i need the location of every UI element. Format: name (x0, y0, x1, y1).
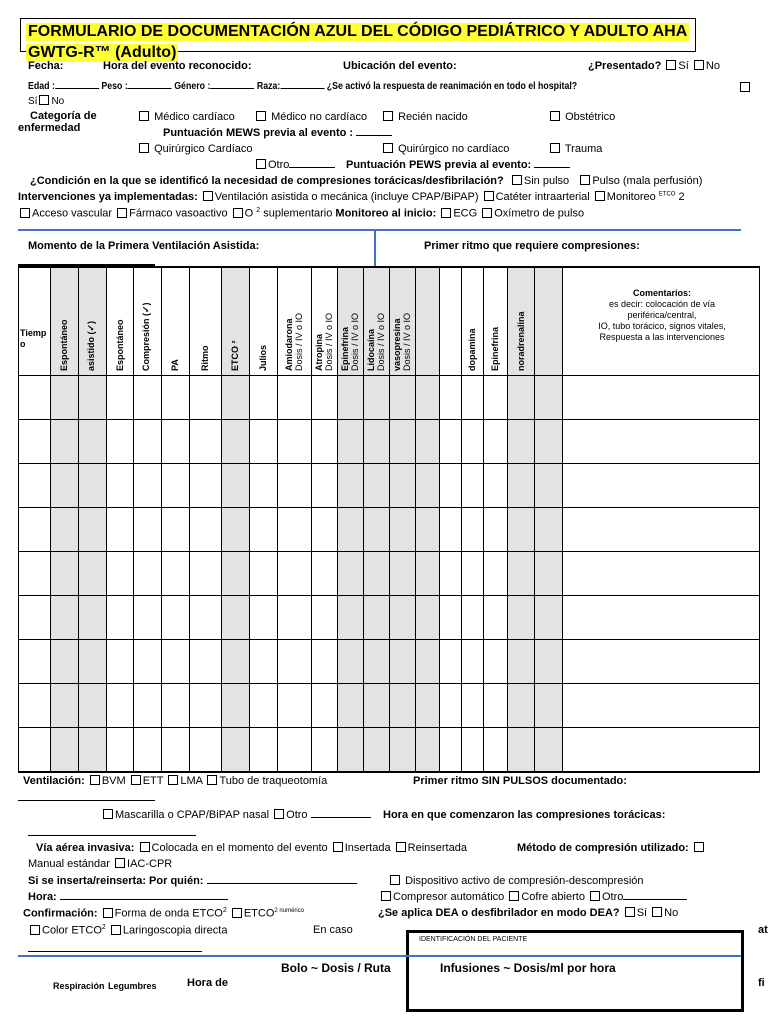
form-subtitle: GWTG-R™ (Adulto) (28, 44, 177, 61)
o2-checkbox[interactable] (233, 208, 243, 218)
presentado-group (588, 60, 720, 72)
column-header: dopamina (467, 328, 477, 371)
edad-label: Edad : (28, 81, 55, 92)
infusiones-label: Infusiones ~ Dosis/ml por hora (440, 961, 616, 975)
table-row (18, 463, 760, 464)
column-header: Dosis / IV o IO (294, 312, 304, 371)
table-column (461, 266, 483, 771)
ecg-checkbox[interactable] (441, 208, 451, 218)
comments-title: Comentarios: (632, 288, 691, 298)
otro-ventilacion-label: Otro (286, 809, 308, 821)
dispositivo-option[interactable] (388, 875, 644, 887)
presentado-si-checkbox[interactable] (666, 60, 676, 70)
medico-cardiaco-option[interactable] (137, 111, 235, 123)
lma-checkbox[interactable] (168, 775, 178, 785)
metodo-options (28, 858, 172, 870)
via-aerea-row (36, 842, 467, 854)
medico-no-cardiaco-checkbox[interactable] (256, 111, 266, 121)
dea-no-label: No (664, 907, 679, 919)
table-row (18, 551, 760, 552)
rule-2 (28, 835, 196, 836)
table-column (389, 266, 415, 771)
categoria-label-1: Categoría de (30, 110, 97, 122)
mews-label (163, 127, 392, 139)
medico-cardiaco-label: Médico cardíaco (154, 111, 235, 123)
o2-rest: suplementario (263, 207, 333, 220)
cofre-checkbox[interactable] (509, 891, 519, 901)
medico-no-cardiaco-label: Médico no cardíaco (271, 111, 368, 123)
confirmacion-label: Confirmación: (23, 907, 98, 920)
peso-label: Peso : (101, 81, 128, 92)
column-header: Espontáneo (114, 319, 125, 371)
medico-no-cardiaco-option[interactable] (254, 111, 367, 123)
ventilacion-label: Ventilación: (23, 775, 85, 787)
colocada-label: Colocada en el momento del evento (151, 842, 328, 854)
fi-text: fi (758, 977, 765, 989)
iac-checkbox[interactable] (115, 858, 125, 868)
ventilacion-asistida-label: Ventilación asistida o mecánica (incluye CPAP/BiPAP) (214, 191, 479, 203)
recien-nacido-option[interactable] (381, 111, 468, 123)
intervenciones-row-2 (18, 207, 584, 220)
column-header: vasopresina (392, 318, 402, 371)
hora-label (28, 891, 228, 903)
table-column (534, 266, 562, 771)
ett-label: ETT (142, 775, 164, 787)
insertada-label: Insertada (344, 842, 391, 854)
bvm-checkbox[interactable] (90, 775, 100, 785)
table-column (18, 266, 50, 771)
quirurgico-cardiaco-option[interactable] (137, 143, 253, 155)
hora-evento-label: Hora del evento reconocido: (103, 60, 252, 72)
pulso-label: Pulso (mala perfusión) (592, 175, 703, 187)
rule-3 (28, 951, 202, 952)
dea-si-label: Sí (636, 907, 648, 919)
quirurgico-no-cardiaco-label: Quirúrgico no cardíaco (398, 143, 510, 155)
column-header: Ritmo (200, 345, 210, 371)
monitoreo-etco-checkbox[interactable] (595, 191, 605, 201)
dea-label: ¿Se aplica DEA o desfibrilador en modo DEA? (378, 907, 620, 919)
otro-label: Otro (268, 159, 290, 171)
presentado-no-checkbox[interactable] (694, 60, 704, 70)
o2-sup: 2 (256, 207, 261, 214)
genero-label: Género : (174, 81, 211, 92)
column-header: Julios (258, 344, 268, 371)
table-row (18, 639, 760, 640)
cateter-label: Catéter intraarterial (495, 191, 590, 203)
cofre-label: Cofre abierto (521, 891, 585, 903)
demografia-row (28, 81, 577, 92)
table-column (106, 266, 133, 771)
dea-row (378, 907, 678, 919)
rule-1 (18, 800, 155, 801)
table-column (161, 266, 189, 771)
metodo-text: Método de compresión utilizado: (517, 842, 689, 854)
title-box (20, 18, 696, 61)
ventilacion-row (23, 775, 327, 787)
monitoreo-inicio-label: Monitoreo al inicio: (335, 207, 437, 220)
mascarilla-checkbox[interactable] (103, 809, 113, 819)
table-row (18, 507, 760, 508)
etco-sup: ETCO (658, 191, 676, 198)
reanimacion-label: ¿Se activó la respuesta de reanimación en todo el hospital? (326, 81, 578, 92)
column-header: Epinefrina (340, 326, 350, 371)
mascarilla-label: Mascarilla o CPAP/BiPAP nasal (115, 809, 270, 821)
color-etco-row: Color ETCO$^2$ Laringoscopia directa (28, 924, 227, 937)
intervenciones-row (18, 191, 685, 203)
lma-label: LMA (180, 775, 203, 787)
compresor-checkbox[interactable] (381, 891, 391, 901)
reinsertada-checkbox[interactable] (396, 842, 406, 852)
color-etco-label: Color ETCO (42, 924, 102, 937)
via-aerea-label: Vía aérea invasiva: (36, 842, 135, 854)
laringoscopia-label: Laringoscopia directa (122, 924, 228, 937)
table-column (50, 266, 78, 771)
legumbres-label: Legumbres (108, 981, 157, 991)
raza-label: Raza: (256, 81, 281, 92)
dispositivo-label: Dispositivo activo de compresión-descompresión (405, 875, 644, 887)
table-row (18, 683, 760, 684)
bvm-label: BVM (101, 775, 126, 787)
column-header: Espontáneo (59, 319, 69, 371)
pews-label (346, 159, 570, 171)
monitoreo-label: Monitoreo (606, 191, 656, 203)
hora-de-label: Hora de (187, 977, 228, 989)
acceso-vascular-checkbox[interactable] (20, 208, 30, 218)
metodo-label (517, 842, 706, 854)
forma-onda-checkbox[interactable] (103, 908, 113, 918)
table-column (277, 266, 311, 771)
quirurgico-cardiaco-checkbox[interactable] (139, 143, 149, 153)
obstetrico-option[interactable] (548, 111, 615, 123)
trauma-option[interactable] (548, 143, 602, 155)
table-column (189, 266, 221, 771)
por-quien-text: Si se inserta/reinserta: Por quién: (28, 875, 204, 887)
oximetro-label: Oxímetro de pulso (494, 207, 585, 220)
medico-cardiaco-checkbox[interactable] (139, 111, 149, 121)
numerico-sup: numérico (279, 908, 305, 914)
metodo-checkbox[interactable] (694, 842, 704, 852)
pulso-checkbox[interactable] (580, 175, 590, 185)
o2-label: O (244, 207, 254, 220)
recien-nacido-checkbox[interactable] (383, 111, 393, 121)
reanimacion-si-checkbox[interactable] (740, 82, 750, 92)
column-header: Dosis / IV o IO (324, 312, 334, 371)
tubo-checkbox[interactable] (207, 775, 217, 785)
pews-text: Puntuación PEWS previa al evento: (346, 159, 532, 171)
table-column (507, 266, 534, 771)
otro-checkbox[interactable] (256, 159, 266, 169)
primer-ritmo-label: Primer ritmo que requiere compresiones: (424, 240, 640, 252)
presentado-label: ¿Presentado? (588, 60, 662, 72)
otro-compresion-label: Otro (602, 891, 624, 903)
colocada-checkbox[interactable] (140, 842, 150, 852)
column-header: noradrenalina (515, 311, 526, 371)
at-text: at (758, 924, 768, 936)
comments-description: es decir: colocación de vía periférica/central, IO, tubo torácico, signos vitales, Respuesta a las intervenciones (598, 299, 726, 342)
reanimacion-si-label: Sí (28, 96, 38, 107)
iac-label: IAC-CPR (127, 858, 173, 870)
dea-no-checkbox[interactable] (652, 907, 662, 917)
quirurgico-cardiaco-label: Quirúrgico Cardíaco (154, 143, 253, 155)
respiracion-label: Respiración (53, 981, 105, 991)
manual-label: Manual estándar (28, 858, 110, 870)
otro-ventilacion-checkbox[interactable] (274, 809, 284, 819)
patient-id-label: IDENTIFICACIÓN DEL PACIENTE (419, 936, 528, 943)
recien-nacido-label: Recién nacido (398, 111, 468, 123)
table-column (133, 266, 161, 771)
sin-pulso-label: Sin pulso (523, 175, 570, 187)
forma-onda-label: Forma de onda ETCO (114, 907, 223, 920)
column-header: Atropina (314, 334, 324, 371)
etco-numerico-label: ETCO (243, 907, 275, 920)
laringoscopia-checkbox[interactable] (111, 925, 121, 935)
tubo-label: Tubo de traqueotomía (219, 775, 328, 787)
ecg-label: ECG (453, 207, 478, 220)
por-quien-label (28, 875, 357, 887)
table-column (311, 266, 337, 771)
column-header: Lidocaína (366, 328, 376, 371)
trauma-checkbox[interactable] (550, 143, 560, 153)
intervenciones-label: Intervenciones ya implementadas: (18, 191, 198, 203)
table-column (415, 266, 439, 771)
dispositivo-checkbox[interactable] (390, 875, 400, 885)
condicion-pregunta: ¿Condición en la que se identificó la necesidad de compresiones torácicas/desfibrilación? (30, 175, 504, 187)
table-row (18, 419, 760, 420)
table-column (249, 266, 277, 771)
acceso-vascular-label: Acceso vascular (32, 207, 113, 220)
obstetrico-label: Obstétrico (565, 111, 616, 123)
column-header: Amiodarona (284, 318, 294, 371)
table-column (562, 266, 760, 771)
code-event-table (18, 266, 760, 771)
color-etco-checkbox[interactable] (30, 925, 40, 935)
otro-compresion-checkbox[interactable] (590, 891, 600, 901)
column-header: Dosis / IV o IO (350, 312, 360, 371)
trauma-label: Trauma (564, 143, 603, 155)
fecha-label: Fecha: (28, 60, 64, 72)
mews-text: Puntuación MEWS previa al evento : (163, 127, 354, 139)
hora-compresiones-label: Hora en que comenzaron las compresiones torácicas: (383, 809, 666, 821)
table-row (18, 375, 760, 376)
table-column (221, 266, 249, 771)
presentado-no-label: No (705, 60, 720, 72)
form-title: FORMULARIO DE DOCUMENTACIÓN AZUL DEL CÓDIGO PEDIÁTRICO Y ADULTO AHA (28, 23, 688, 40)
en-caso-text: En caso (313, 924, 353, 936)
quirurgico-no-cardiaco-checkbox[interactable] (383, 143, 393, 153)
confirmacion-row: Confirmación: Forma de onda ETCO$^2$ $ETCO^{2 numérico}$ (23, 907, 305, 920)
compresor-row (379, 891, 687, 903)
primer-ritmo-sin-pulsos-label: Primer ritmo SIN PULSOS documentado: (413, 775, 627, 787)
column-header: Epinefrina (490, 326, 500, 371)
quirurgico-no-cardiaco-option[interactable] (381, 143, 509, 155)
table-row (18, 771, 760, 773)
table-row (18, 266, 760, 268)
column-header: Compresión (✓) (141, 302, 151, 371)
etco-num: 2 (678, 191, 685, 203)
reanimacion-no-checkbox[interactable] (39, 95, 49, 105)
table-column (78, 266, 106, 771)
insertada-checkbox[interactable] (333, 842, 343, 852)
farmaco-checkbox[interactable] (117, 208, 127, 218)
categoria-label-2: enfermedad (18, 122, 81, 134)
reinsertada-label: Reinsertada (407, 842, 467, 854)
column-header: Dosis / IV o IO (376, 312, 386, 371)
ubicacion-label: Ubicación del evento: (343, 60, 457, 72)
hora-text: Hora: (28, 891, 57, 903)
bolo-label: Bolo ~ Dosis / Ruta (281, 961, 391, 975)
table-column (337, 266, 363, 771)
reanimacion-no-label: No (51, 96, 65, 107)
column-header: PA (170, 359, 180, 371)
table-column (483, 266, 507, 771)
column-header: ETCO ² (230, 340, 240, 371)
table-column (439, 266, 461, 771)
column-header: Dosis / IV o IO (402, 312, 412, 371)
sin-pulso-checkbox[interactable] (512, 175, 522, 185)
farmaco-label: Fármaco vasoactivo (129, 207, 228, 220)
compresor-label: Compresor automático (393, 891, 505, 903)
mascarilla-row (101, 809, 371, 821)
table-row (18, 727, 760, 728)
cateter-checkbox[interactable] (484, 191, 494, 201)
table-row (18, 595, 760, 596)
primera-ventilacion-label: Momento de la Primera Ventilación Asistida: (28, 240, 260, 252)
tiempo-header: Tiemp o (20, 328, 47, 349)
ett-checkbox[interactable] (131, 775, 141, 785)
obstetrico-checkbox[interactable] (550, 111, 560, 121)
etco-numerico-checkbox[interactable] (232, 908, 242, 918)
presentado-si-label: Sí (678, 60, 689, 72)
blue-separator-bottom (18, 955, 741, 957)
en-caso-label (313, 924, 353, 936)
column-header: asistido (✓) (86, 320, 96, 371)
condicion-row (30, 175, 702, 187)
reanimacion-options (28, 95, 64, 107)
ventilacion-asistida-checkbox[interactable] (203, 191, 213, 201)
dea-si-checkbox[interactable] (625, 907, 635, 917)
otro-option[interactable] (254, 159, 335, 171)
comments-header (567, 288, 757, 343)
blue-separator-top (18, 229, 741, 231)
table-column (363, 266, 389, 771)
oximetro-checkbox[interactable] (482, 208, 492, 218)
